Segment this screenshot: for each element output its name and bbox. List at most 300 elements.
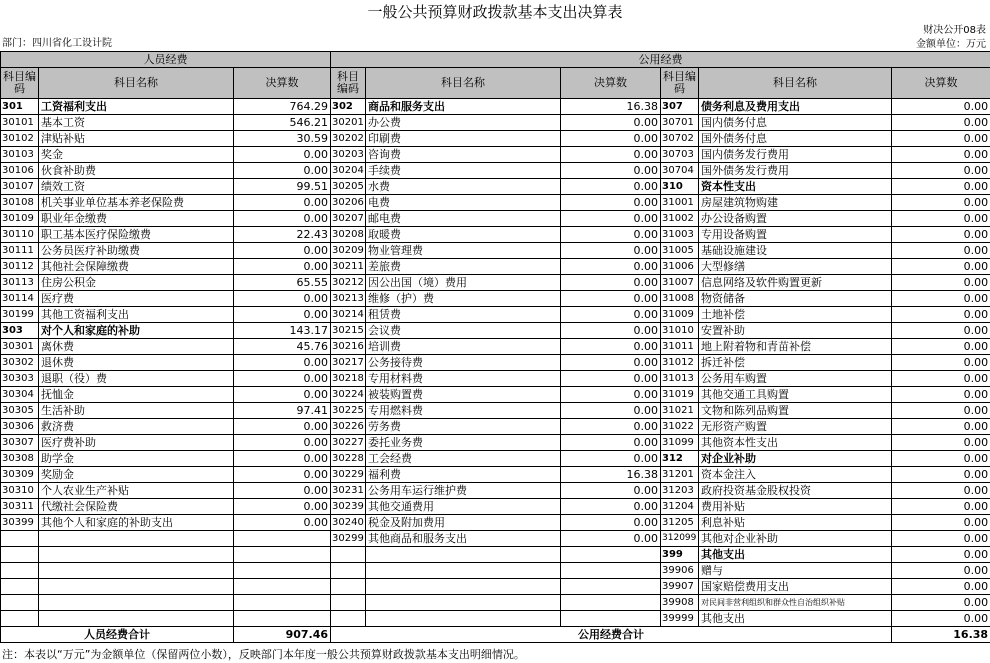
- cell-code: 31022: [661, 419, 699, 435]
- cell-amount: 0.00: [892, 355, 990, 371]
- cell-code: 31019: [661, 387, 699, 403]
- cell-code: 30111: [1, 243, 39, 259]
- cell-code: 30399: [1, 515, 39, 531]
- cell-amount: 0.00: [892, 147, 990, 163]
- cell-amount: [561, 595, 661, 611]
- cell-code: 301: [1, 99, 39, 115]
- cell-name: 奖励金: [39, 467, 234, 483]
- cell-amount: 0.00: [561, 403, 661, 419]
- cell-amount: 0.00: [892, 323, 990, 339]
- cell-amount: 0.00: [561, 339, 661, 355]
- name-header: 科目名称: [699, 68, 892, 99]
- cell-code: 39908: [661, 595, 699, 611]
- cell-code: 31009: [661, 307, 699, 323]
- cell-amount: 0.00: [234, 355, 331, 371]
- public-total-value: 16.38: [892, 627, 990, 643]
- cell-code: 30307: [1, 435, 39, 451]
- name-header: 科目名称: [39, 68, 234, 99]
- cell-amount: [234, 595, 331, 611]
- cell-code: 31099: [661, 435, 699, 451]
- cell-name: 对企业补助: [699, 451, 892, 467]
- cell-amount: [234, 531, 331, 547]
- cell-code: 30102: [1, 131, 39, 147]
- cell-name: 费用补贴: [699, 499, 892, 515]
- cell-code: 30231: [331, 483, 366, 499]
- cell-amount: 97.41: [234, 403, 331, 419]
- cell-amount: 0.00: [892, 611, 990, 627]
- cell-code: 307: [661, 99, 699, 115]
- cell-code: [1, 611, 39, 627]
- table-row: [1, 163, 990, 179]
- cell-amount: 0.00: [561, 499, 661, 515]
- cell-name: 其他个人和家庭的补助支出: [39, 515, 234, 531]
- cell-code: 30215: [331, 323, 366, 339]
- cell-code: 30101: [1, 115, 39, 131]
- cell-amount: 0.00: [892, 131, 990, 147]
- cell-code: 302: [331, 99, 366, 115]
- table-row: [1, 499, 990, 515]
- cell-code: 30303: [1, 371, 39, 387]
- cell-code: 31013: [661, 371, 699, 387]
- cell-name: [39, 531, 234, 547]
- cell-name: 无形资产购置: [699, 419, 892, 435]
- cell-amount: 0.00: [892, 275, 990, 291]
- personnel-total-value: 907.46: [234, 627, 331, 643]
- cell-amount: 0.00: [892, 419, 990, 435]
- cell-code: 31021: [661, 403, 699, 419]
- cell-name: 办公设备购置: [699, 211, 892, 227]
- amount-header: 决算数: [561, 68, 661, 99]
- cell-code: 39999: [661, 611, 699, 627]
- cell-amount: 0.00: [561, 307, 661, 323]
- cell-code: 31006: [661, 259, 699, 275]
- cell-amount: 0.00: [234, 483, 331, 499]
- cell-name: 医疗费: [39, 291, 234, 307]
- cell-code: [331, 611, 366, 627]
- cell-code: 30227: [331, 435, 366, 451]
- cell-name: 电费: [366, 195, 561, 211]
- cell-name: 土地补偿: [699, 307, 892, 323]
- cell-code: 31010: [661, 323, 699, 339]
- cell-amount: 16.38: [561, 99, 661, 115]
- cell-amount: 0.00: [561, 371, 661, 387]
- name-header: 科目名称: [366, 68, 561, 99]
- cell-code: [1, 595, 39, 611]
- cell-name: 救济费: [39, 419, 234, 435]
- cell-amount: 0.00: [892, 227, 990, 243]
- cell-amount: 0.00: [892, 195, 990, 211]
- cell-code: 30199: [1, 307, 39, 323]
- cell-amount: [234, 563, 331, 579]
- cell-amount: 0.00: [561, 275, 661, 291]
- cell-name: 水费: [366, 179, 561, 195]
- cell-name: 专用燃料费: [366, 403, 561, 419]
- cell-name: 国外债务发行费用: [699, 163, 892, 179]
- cell-amount: [561, 563, 661, 579]
- cell-amount: 0.00: [892, 339, 990, 355]
- cell-amount: 0.00: [561, 451, 661, 467]
- cell-code: [331, 563, 366, 579]
- table-row: [1, 419, 990, 435]
- cell-amount: 0.00: [561, 435, 661, 451]
- cell-amount: 0.00: [561, 211, 661, 227]
- table-row: [1, 355, 990, 371]
- cell-amount: 0.00: [561, 163, 661, 179]
- cell-name: [39, 579, 234, 595]
- cell-amount: 0.00: [234, 163, 331, 179]
- cell-code: 31003: [661, 227, 699, 243]
- cell-amount: 0.00: [234, 387, 331, 403]
- cell-amount: 546.21: [234, 115, 331, 131]
- table-row: [1, 467, 990, 483]
- cell-name: 物业管理费: [366, 243, 561, 259]
- cell-name: 抚恤金: [39, 387, 234, 403]
- cell-name: 商品和服务支出: [366, 99, 561, 115]
- cell-code: 30213: [331, 291, 366, 307]
- cell-amount: 0.00: [561, 131, 661, 147]
- cell-amount: 0.00: [892, 483, 990, 499]
- cell-name: 印刷费: [366, 131, 561, 147]
- cell-code: 30299: [331, 531, 366, 547]
- table-row: [1, 451, 990, 467]
- cell-name: 医疗费补助: [39, 435, 234, 451]
- cell-code: 30108: [1, 195, 39, 211]
- cell-code: [1, 531, 39, 547]
- cell-amount: 0.00: [234, 195, 331, 211]
- cell-name: 委托业务费: [366, 435, 561, 451]
- cell-code: 30109: [1, 211, 39, 227]
- cell-amount: 0.00: [892, 179, 990, 195]
- cell-name: 助学金: [39, 451, 234, 467]
- cell-amount: 65.55: [234, 275, 331, 291]
- cell-code: 30218: [331, 371, 366, 387]
- cell-code: 31007: [661, 275, 699, 291]
- cell-amount: 0.00: [892, 563, 990, 579]
- cell-code: 310: [661, 179, 699, 195]
- cell-amount: 0.00: [892, 531, 990, 547]
- cell-amount: 0.00: [892, 403, 990, 419]
- cell-amount: 22.43: [234, 227, 331, 243]
- cell-name: 会议费: [366, 323, 561, 339]
- cell-amount: 0.00: [892, 307, 990, 323]
- cell-amount: 0.00: [561, 115, 661, 131]
- cell-name: 伙食补助费: [39, 163, 234, 179]
- cell-code: 30702: [661, 131, 699, 147]
- cell-amount: 0.00: [561, 531, 661, 547]
- cell-name: 职工基本医疗保险缴费: [39, 227, 234, 243]
- cell-name: 其他对企业补助: [699, 531, 892, 547]
- cell-amount: 0.00: [234, 211, 331, 227]
- cell-name: 公务用车运行维护费: [366, 483, 561, 499]
- cell-name: [39, 547, 234, 563]
- cell-code: 30110: [1, 227, 39, 243]
- cell-name: 机关事业单位基本养老保险费: [39, 195, 234, 211]
- cell-amount: 0.00: [892, 387, 990, 403]
- cell-code: 30204: [331, 163, 366, 179]
- code-header: 科目编码: [331, 68, 366, 99]
- cell-code: 31001: [661, 195, 699, 211]
- cell-name: 其他支出: [699, 547, 892, 563]
- cell-code: 30306: [1, 419, 39, 435]
- cell-name: 其他资本性支出: [699, 435, 892, 451]
- table-row: [1, 195, 990, 211]
- table-row: [1, 579, 990, 595]
- cell-name: 个人农业生产补贴: [39, 483, 234, 499]
- cell-name: 手续费: [366, 163, 561, 179]
- cell-code: [1, 547, 39, 563]
- cell-code: 30201: [331, 115, 366, 131]
- cell-amount: 0.00: [892, 579, 990, 595]
- cell-code: 30103: [1, 147, 39, 163]
- cell-name: 国内债务付息: [699, 115, 892, 131]
- cell-name: 其他支出: [699, 611, 892, 627]
- table-row: [1, 307, 990, 323]
- cell-name: 国家赔偿费用支出: [699, 579, 892, 595]
- cell-code: 31008: [661, 291, 699, 307]
- cell-name: 其他交通工具购置: [699, 387, 892, 403]
- table-row: [1, 563, 990, 579]
- cell-name: 维修（护）费: [366, 291, 561, 307]
- cell-code: 31012: [661, 355, 699, 371]
- cell-name: 基本工资: [39, 115, 234, 131]
- code-header: 科目编码: [1, 68, 39, 99]
- cell-name: [366, 595, 561, 611]
- code-header: 科目编码: [661, 68, 699, 99]
- personnel-header: 人员经费: [1, 52, 331, 68]
- cell-code: 30202: [331, 131, 366, 147]
- cell-name: [366, 611, 561, 627]
- amount-header: 决算数: [892, 68, 990, 99]
- cell-amount: 99.51: [234, 179, 331, 195]
- table-row: [1, 323, 990, 339]
- cell-amount: 0.00: [234, 451, 331, 467]
- public-header: 公用经费: [331, 52, 990, 68]
- cell-name: 基础设施建设: [699, 243, 892, 259]
- cell-amount: 0.00: [234, 515, 331, 531]
- cell-amount: 0.00: [234, 467, 331, 483]
- cell-amount: 0.00: [234, 291, 331, 307]
- cell-name: 利息补贴: [699, 515, 892, 531]
- cell-code: 30701: [661, 115, 699, 131]
- cell-amount: 0.00: [892, 115, 990, 131]
- cell-amount: 0.00: [561, 355, 661, 371]
- cell-amount: 0.00: [892, 467, 990, 483]
- cell-name: 办公费: [366, 115, 561, 131]
- cell-amount: 0.00: [892, 515, 990, 531]
- table-row: [1, 371, 990, 387]
- cell-name: 专用材料费: [366, 371, 561, 387]
- cell-name: 福利费: [366, 467, 561, 483]
- table-row: [1, 515, 990, 531]
- cell-amount: 0.00: [234, 435, 331, 451]
- table-row: [1, 275, 990, 291]
- table-row: [1, 227, 990, 243]
- cell-name: 对民间非营利组织和群众性自治组织补贴: [699, 595, 892, 611]
- table-row: [1, 531, 990, 547]
- table-row: [1, 147, 990, 163]
- cell-amount: 0.00: [892, 99, 990, 115]
- cell-code: [331, 547, 366, 563]
- table-row: [1, 211, 990, 227]
- cell-name: 津贴补贴: [39, 131, 234, 147]
- cell-name: 取暖费: [366, 227, 561, 243]
- cell-amount: 30.59: [234, 131, 331, 147]
- cell-code: 30224: [331, 387, 366, 403]
- cell-code: 30211: [331, 259, 366, 275]
- table-row: [1, 387, 990, 403]
- cell-name: 地上附着物和青苗补偿: [699, 339, 892, 355]
- personnel-total-label: 人员经费合计: [1, 627, 234, 643]
- table-row: [1, 403, 990, 419]
- cell-name: 信息网络及软件购置更新: [699, 275, 892, 291]
- cell-name: 公务接待费: [366, 355, 561, 371]
- table-row: [1, 115, 990, 131]
- cell-amount: 0.00: [561, 387, 661, 403]
- cell-code: 303: [1, 323, 39, 339]
- cell-amount: 0.00: [892, 595, 990, 611]
- cell-amount: 0.00: [561, 147, 661, 163]
- cell-code: 30209: [331, 243, 366, 259]
- cell-code: 30311: [1, 499, 39, 515]
- cell-amount: 0.00: [234, 307, 331, 323]
- cell-code: 312099: [661, 531, 699, 547]
- cell-amount: [561, 611, 661, 627]
- cell-name: 租赁费: [366, 307, 561, 323]
- cell-amount: [561, 547, 661, 563]
- cell-name: 资本金注入: [699, 467, 892, 483]
- table-row: [1, 435, 990, 451]
- cell-name: 被装购置费: [366, 387, 561, 403]
- cell-code: 39906: [661, 563, 699, 579]
- cell-name: 国内债务发行费用: [699, 147, 892, 163]
- cell-name: 退休费: [39, 355, 234, 371]
- cell-amount: 0.00: [561, 291, 661, 307]
- cell-amount: [561, 579, 661, 595]
- cell-amount: 0.00: [234, 243, 331, 259]
- cell-code: 30228: [331, 451, 366, 467]
- cell-code: 30229: [331, 467, 366, 483]
- cell-name: 其他交通费用: [366, 499, 561, 515]
- cell-code: 30208: [331, 227, 366, 243]
- cell-code: 39907: [661, 579, 699, 595]
- cell-name: 国外债务付息: [699, 131, 892, 147]
- cell-name: 专用设备购置: [699, 227, 892, 243]
- cell-name: [366, 547, 561, 563]
- cell-code: 30114: [1, 291, 39, 307]
- cell-code: 30106: [1, 163, 39, 179]
- cell-name: 差旅费: [366, 259, 561, 275]
- cell-code: 30206: [331, 195, 366, 211]
- cell-amount: 0.00: [561, 419, 661, 435]
- cell-amount: 0.00: [561, 259, 661, 275]
- table-row: [1, 595, 990, 611]
- cell-name: 资本性支出: [699, 179, 892, 195]
- cell-code: 30308: [1, 451, 39, 467]
- cell-code: 31005: [661, 243, 699, 259]
- amount-header: 决算数: [234, 68, 331, 99]
- cell-amount: 0.00: [892, 371, 990, 387]
- cell-code: 30310: [1, 483, 39, 499]
- cell-amount: 0.00: [234, 371, 331, 387]
- cell-name: 劳务费: [366, 419, 561, 435]
- cell-name: 咨询费: [366, 147, 561, 163]
- cell-code: [1, 579, 39, 595]
- cell-name: 公务员医疗补助缴费: [39, 243, 234, 259]
- cell-code: 30217: [331, 355, 366, 371]
- cell-code: 30703: [661, 147, 699, 163]
- cell-code: 30207: [331, 211, 366, 227]
- cell-code: 31203: [661, 483, 699, 499]
- cell-code: 30214: [331, 307, 366, 323]
- cell-name: 赠与: [699, 563, 892, 579]
- cell-code: 31002: [661, 211, 699, 227]
- unit-label: 金额单位：万元: [916, 39, 986, 50]
- cell-code: 30107: [1, 179, 39, 195]
- expenditure-table: [0, 51, 990, 643]
- table-row: [1, 259, 990, 275]
- form-number: 财决公开08表: [923, 25, 986, 36]
- cell-name: 培训费: [366, 339, 561, 355]
- cell-code: 30225: [331, 403, 366, 419]
- cell-code: 30304: [1, 387, 39, 403]
- cell-name: [366, 563, 561, 579]
- cell-name: 文物和陈列品购置: [699, 403, 892, 419]
- cell-amount: 0.00: [561, 483, 661, 499]
- cell-code: 30112: [1, 259, 39, 275]
- cell-name: 债务利息及费用支出: [699, 99, 892, 115]
- cell-name: 税金及附加费用: [366, 515, 561, 531]
- cell-amount: 0.00: [561, 195, 661, 211]
- cell-name: 住房公积金: [39, 275, 234, 291]
- cell-code: 30216: [331, 339, 366, 355]
- cell-code: 30239: [331, 499, 366, 515]
- cell-amount: 0.00: [234, 259, 331, 275]
- cell-name: [39, 595, 234, 611]
- cell-name: 工资福利支出: [39, 99, 234, 115]
- cell-name: 职业年金缴费: [39, 211, 234, 227]
- cell-amount: 0.00: [561, 515, 661, 531]
- cell-name: 其他商品和服务支出: [366, 531, 561, 547]
- table-row: [1, 179, 990, 195]
- table-row: [1, 243, 990, 259]
- department-label: 部门：四川省化工设计院: [2, 38, 112, 49]
- cell-amount: [234, 611, 331, 627]
- cell-name: 公务用车购置: [699, 371, 892, 387]
- cell-name: 因公出国（境）费用: [366, 275, 561, 291]
- cell-name: 物资储备: [699, 291, 892, 307]
- cell-name: [39, 563, 234, 579]
- cell-amount: 764.29: [234, 99, 331, 115]
- cell-name: 邮电费: [366, 211, 561, 227]
- table-row: [1, 611, 990, 627]
- cell-amount: 143.17: [234, 323, 331, 339]
- cell-code: 31205: [661, 515, 699, 531]
- cell-name: 代缴社会保险费: [39, 499, 234, 515]
- cell-code: 30302: [1, 355, 39, 371]
- cell-name: 安置补助: [699, 323, 892, 339]
- table-row: [1, 483, 990, 499]
- table-row: [1, 131, 990, 147]
- cell-name: 对个人和家庭的补助: [39, 323, 234, 339]
- cell-code: 30212: [331, 275, 366, 291]
- cell-name: [39, 611, 234, 627]
- cell-amount: 0.00: [892, 243, 990, 259]
- cell-code: 31011: [661, 339, 699, 355]
- cell-code: 30704: [661, 163, 699, 179]
- page-title: 一般公共预算财政拨款基本支出决算表: [367, 3, 623, 21]
- table-row: [1, 339, 990, 355]
- cell-code: 30203: [331, 147, 366, 163]
